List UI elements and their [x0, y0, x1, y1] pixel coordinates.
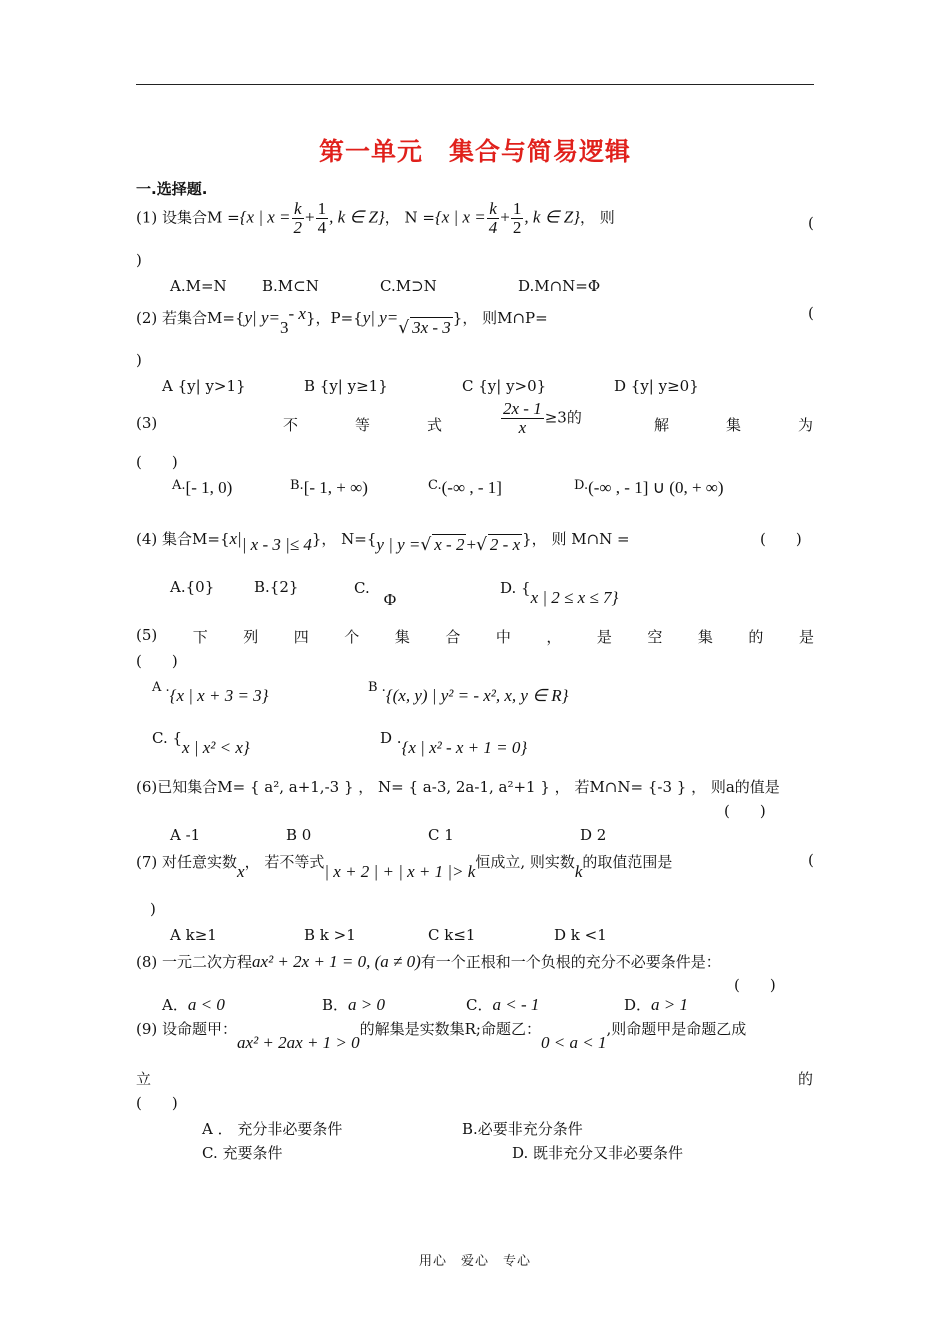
q1-option-c[interactable]: C.M⊃N: [380, 277, 437, 295]
q3-number: (3): [136, 414, 158, 432]
q1-n-set-start: {x | x =: [434, 207, 486, 227]
q2-prefix: (2) 若集合M={: [136, 309, 245, 327]
q8-option-c[interactable]: C．a < - 1: [466, 995, 540, 1014]
q8-option-d[interactable]: D．a > 1: [624, 995, 689, 1014]
q4-end: }， 则 M∩N =: [522, 530, 630, 548]
q1-paren-open: (: [808, 214, 814, 232]
q7-paren-close: ): [150, 900, 156, 918]
q8-end: 有一个正根和一个负根的充分不必要条件是：: [420, 953, 721, 971]
q3-option-c[interactable]: C.(-∞ , - 1]: [428, 478, 502, 497]
q5-option-c[interactable]: C. {x | x² < x}: [152, 729, 250, 757]
q8-option-b[interactable]: B．a > 0: [322, 995, 386, 1014]
question-7: [136, 851, 673, 881]
q2-paren-close: ): [136, 351, 142, 369]
q9-option-b[interactable]: B.必要非充分条件: [462, 1120, 583, 1138]
section-heading: 一.选择题.: [136, 180, 208, 198]
q9-mid: 的解集是实数集R;命题乙：: [359, 1020, 541, 1038]
question-2: [136, 302, 548, 338]
q2-sqrt: √ 3x - 3: [398, 318, 451, 338]
q6-option-b[interactable]: B 0: [286, 826, 312, 844]
q4-option-b[interactable]: B.{2}: [254, 578, 299, 596]
q3-option-d[interactable]: D.(-∞ , - 1] ∪ (0, + ∞): [574, 478, 724, 497]
q1-option-a[interactable]: A.M=N: [170, 277, 227, 295]
q7-paren-open: (: [808, 851, 814, 869]
q2-exp-base: 3: [280, 318, 289, 337]
q2-end: }， 则M∩P=: [452, 309, 548, 327]
q7-mid2: 恒成立, 则实数: [475, 853, 575, 871]
q3-word-6: 为: [798, 416, 814, 434]
header-rule: [136, 84, 814, 85]
q2-y-bar-2: y| y=: [362, 308, 399, 327]
q4-answer-paren: ( ): [760, 530, 802, 548]
q3-fraction: $\frac{2x - 1}{x}$: [503, 399, 542, 437]
question-1: (1) 设集合M ={x | x = $\frac{k}{2}$ + $\frac{1}{4}$ , k ∈ Z}， N ={x | x = $\frac{k}{4}$ + $\frac{1}{2}$ , k ∈ Z}， 则: [136, 199, 615, 237]
q1-m-set-end: , k ∈ Z}: [329, 207, 385, 227]
q9-line2-right: 的: [798, 1070, 814, 1088]
q7-option-b[interactable]: B k >1: [304, 926, 356, 944]
question-5: (5) 下 列 四 个 集 合 中 ， 是 空 集 的 是: [136, 626, 814, 646]
question-4: [136, 528, 630, 555]
q9-option-c[interactable]: C. 充要条件: [202, 1144, 283, 1162]
q3-option-b[interactable]: B.[- 1, + ∞): [290, 478, 368, 497]
q1-frac-1-4: $\frac{1}{4}$: [317, 199, 327, 237]
q7-option-d[interactable]: D k <1: [554, 926, 607, 944]
q3-ge3: ≥3的: [544, 408, 582, 427]
q3-word-2: 等: [355, 416, 371, 434]
q4-option-d[interactable]: D. {x | 2 ≤ x ≤ 7}: [500, 579, 619, 607]
q8-prefix: (8) 一元二次方程: [136, 953, 253, 971]
q8-equation: ax² + 2x + 1 = 0, (a ≠ 0): [252, 952, 421, 971]
q9-option-a[interactable]: A ． 充分非必要条件: [202, 1120, 343, 1138]
q3-inequality: [500, 400, 582, 437]
q1-m-set-start: {x | x =: [239, 207, 291, 227]
q1-then: ， 则: [579, 208, 615, 227]
q7-end: 的取值范围是: [582, 853, 673, 871]
q6-option-d[interactable]: D 2: [580, 826, 607, 844]
q3-answer-paren: ( ): [136, 453, 178, 471]
q5-option-a[interactable]: A .{x | x + 3 = 3}: [152, 680, 269, 705]
page-footer: 用心 爱心 专心: [418, 1254, 531, 1269]
question-6: (6)已知集合M= { a², a+1,-3 } ， N= { a-3, 2a-1, a²+1 } ， 若M∩N= {-3 } ， 则a的值是: [136, 778, 780, 796]
q7-option-c[interactable]: C k≤1: [428, 926, 476, 944]
q2-option-d[interactable]: D {y| y≥0}: [614, 377, 699, 395]
q5-option-b[interactable]: B .{(x, y) | y² = - x², x, y ∈ R}: [368, 680, 569, 705]
q3-word-1: 不: [283, 416, 299, 434]
q1-n-set-end: , k ∈ Z}: [524, 207, 580, 227]
q9-prefix: (9) 设命题甲：: [136, 1020, 238, 1038]
q4-mid: }， N={: [311, 530, 377, 548]
q1-frac-k-4: $\frac{k}{4}$: [488, 199, 498, 237]
q4-option-a[interactable]: A.{0}: [170, 578, 215, 596]
q2-option-a[interactable]: A {y| y>1}: [162, 377, 246, 395]
q3-word-3: 式: [427, 416, 443, 434]
q1-prefix: (1) 设集合M =: [136, 208, 240, 227]
q2-option-b[interactable]: B {y| y≥1}: [304, 377, 388, 395]
q9-inequality: ax² + 2ax + 1 > 0: [237, 1033, 360, 1052]
q4-prefix: (4) 集合M={: [136, 530, 230, 548]
q9-inequality-2: 0 < a < 1: [541, 1033, 607, 1052]
q3-option-a[interactable]: A.[- 1, 0): [172, 478, 233, 497]
q8-option-a[interactable]: A．a < 0: [162, 995, 225, 1014]
q4-n-expr: y | y =√ x - 2 +√ 2 - x: [376, 535, 521, 555]
q1-option-b[interactable]: B.M⊂N: [262, 277, 319, 295]
q3-word-4: 解: [654, 416, 670, 434]
q7-inequality: | x + 2 | + | x + 1 |> k: [324, 862, 476, 881]
q7-prefix: (7) 对任意实数: [136, 853, 238, 871]
q2-exp-sup: - x: [288, 304, 306, 323]
q4-x-bar: x|: [229, 529, 242, 548]
q7-option-a[interactable]: A k≥1: [170, 926, 217, 944]
question-8: [136, 951, 721, 972]
q2-paren-open: (: [808, 304, 814, 322]
q5-answer-paren: ( ): [136, 652, 178, 670]
q9-line2-left: 立: [136, 1070, 152, 1088]
q8-answer-paren: ( ): [734, 976, 776, 994]
q1-paren-close: ): [136, 251, 142, 269]
q7-k: k: [574, 862, 583, 881]
q7-x: x: [237, 862, 245, 881]
q1-option-d[interactable]: D.M∩N=Φ: [518, 277, 601, 295]
q1-frac-1-2: $\frac{1}{2}$: [512, 199, 522, 237]
q9-answer-paren: ( ): [136, 1094, 178, 1112]
q6-answer-paren: ( ): [724, 802, 766, 820]
q2-y-bar: y| y=: [244, 308, 280, 327]
page-title: 第一单元 集合与简易逻辑: [318, 137, 631, 166]
q6-option-a[interactable]: A -1: [170, 826, 201, 844]
q1-frac-k-2: $\frac{k}{2}$: [293, 199, 303, 237]
q7-mid: ， 若不等式: [244, 853, 325, 871]
q9-option-d[interactable]: D. 既非充分又非必要条件: [512, 1144, 684, 1162]
q6-option-c[interactable]: C 1: [428, 826, 454, 844]
q9-end: ,则命题甲是命题乙成: [606, 1020, 747, 1038]
q3-word-5: 集: [726, 416, 742, 434]
q5-option-d[interactable]: D .{x | x² - x + 1 = 0}: [380, 729, 528, 757]
question-9: [136, 1018, 747, 1052]
q2-option-c[interactable]: C {y| y>0}: [462, 377, 547, 395]
q2-mid: }，P={: [305, 309, 363, 327]
q4-option-c[interactable]: C.Φ: [354, 579, 397, 609]
q1-n-label: ， N =: [384, 208, 435, 227]
q4-abs-part: | x - 3 |≤ 4: [241, 535, 312, 554]
